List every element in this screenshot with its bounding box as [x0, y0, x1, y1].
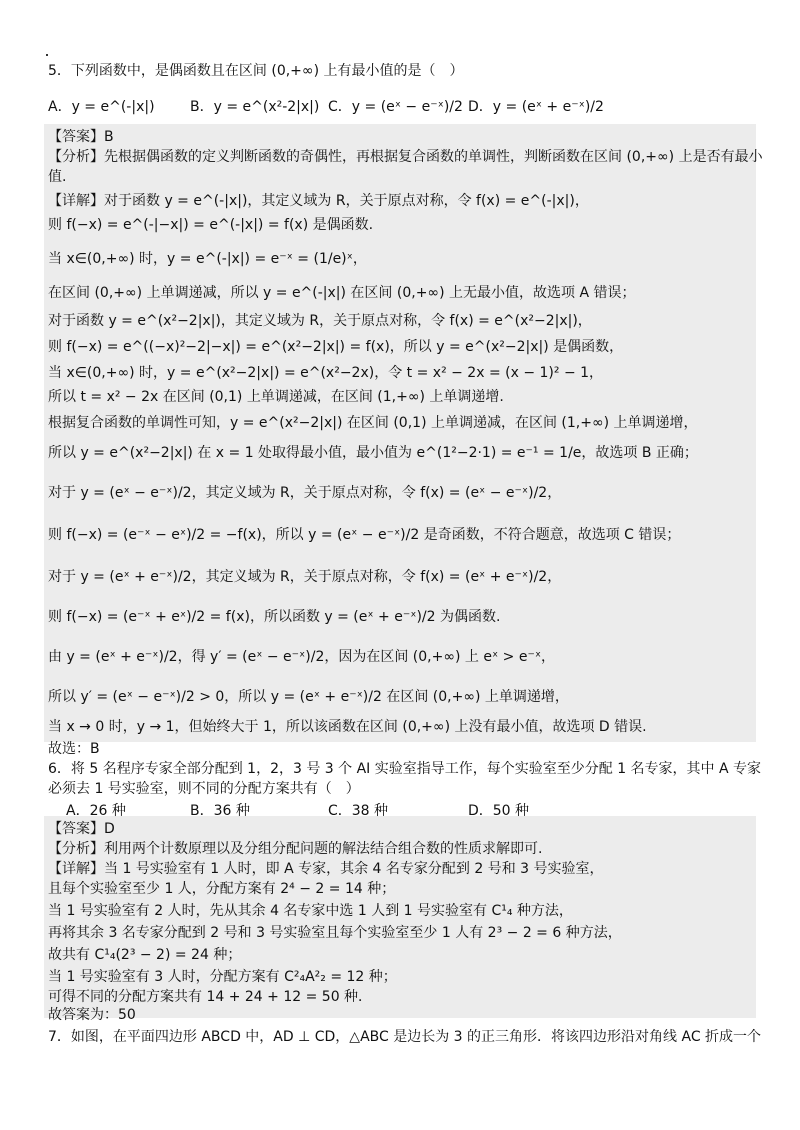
q6-stem-line1: 6．将 5 名程序专家全部分配到 1，2，3 号 3 个 AI 实验室指导工作，每个实验室至少分配 1 名专家，其中 A 专家	[48, 761, 762, 777]
q6-detail-line: 故共有 C¹₄(2³ − 2) = 24 种；	[48, 947, 242, 963]
q5-detail-line: 对于 y = (eˣ + e⁻ˣ)/2，其定义域为 R，关于原点对称，令 f(x) = (eˣ + e⁻ˣ)/2，	[48, 569, 562, 585]
q5-detail-line: 则 f(−x) = (e⁻ˣ + eˣ)/2 = f(x)，所以函数 y = (eˣ + e⁻ˣ)/2 为偶函数.	[48, 609, 501, 625]
q5-detail-line: 根据复合函数的单调性可知，y = e^(x²−2|x|) 在区间 (0,1) 上单调递减，在区间 (1,+∞) 上单调递增，	[48, 415, 698, 431]
q5-option-b: B．y = e^(x²-2|x|)	[190, 99, 320, 115]
q5-option-a: A．y = e^(-|x|)	[48, 99, 155, 115]
q6-detail-line: 当 1 号实验室有 2 人时，先从其余 4 名专家中选 1 人到 1 号实验室有 C¹₄ 种方法，	[48, 903, 573, 919]
q5-detail-line: 则 f(−x) = (e⁻ˣ − eˣ)/2 = −f(x)，所以 y = (eˣ − e⁻ˣ)/2 是奇函数，不符合题意，故选项 C 错误；	[48, 527, 681, 543]
q6-detail-line: 【详解】当 1 号实验室有 1 人时，即 A 专家，其余 4 名专家分配到 2 号和 3 号实验室，	[48, 861, 604, 877]
q5-final-choice: 故选：B	[48, 741, 100, 757]
q6-option-c: C．38 种	[328, 803, 389, 819]
q5-detail-line: 则 f(−x) = e^(-|−x|) = e^(-|x|) = f(x) 是偶函数.	[48, 217, 374, 233]
q6-option-b: B．36 种	[190, 803, 250, 819]
q5-detail-line: 所以 t = x² − 2x 在区间 (0,1) 上单调递减，在区间 (1,+∞) 上单调递增.	[48, 389, 504, 405]
q5-option-c: C．y = (eˣ − e⁻ˣ)/2	[328, 99, 463, 115]
q5-detail-line: 【详解】对于函数 y = e^(-|x|)，其定义域为 R，关于原点对称，令 f(x) = e^(-|x|)，	[48, 193, 589, 209]
q5-option-d: D．y = (eˣ + e⁻ˣ)/2	[468, 99, 604, 115]
scan-speck	[46, 54, 48, 56]
q6-final-answer: 故答案为：50	[48, 1007, 136, 1023]
q5-detail-line: 所以 y′ = (eˣ − e⁻ˣ)/2 > 0，所以 y = (eˣ + e⁻ˣ)/2 在区间 (0,+∞) 上单调递增，	[48, 689, 569, 705]
q5-answer: 【答案】B	[48, 129, 114, 145]
q5-detail-line: 则 f(−x) = e^((−x)²−2|−x|) = e^(x²−2|x|) = f(x)，所以 y = e^(x²−2|x|) 是偶函数，	[48, 339, 624, 355]
q6-answer: 【答案】D	[48, 821, 115, 837]
q5-detail-line: 当 x∈(0,+∞) 时，y = e^(-|x|) = e⁻ˣ = (1/e)ˣ，	[48, 251, 367, 267]
q6-detail-line: 当 1 号实验室有 3 人时，分配方案有 C²₄A²₂ = 12 种；	[48, 969, 397, 985]
q6-stem-line2: 必须去 1 号实验室，则不同的分配方案共有（ ）	[48, 781, 360, 797]
q6-option-d: D．50 种	[468, 803, 530, 819]
q7-stem: 7．如图，在平面四边形 ABCD 中，AD ⊥ CD，△ABC 是边长为 3 的正三角形．将该四边形沿对角线 AC 折成一个	[48, 1029, 762, 1045]
q5-detail-line: 当 x∈(0,+∞) 时，y = e^(x²−2|x|) = e^(x²−2x)，令 t = x² − 2x = (x − 1)² − 1，	[48, 365, 604, 381]
q5-analysis-line2: 值.	[48, 169, 67, 185]
q6-analysis: 【分析】利用两个计数原理以及分组分配问题的解法结合组合数的性质求解即可.	[48, 841, 543, 857]
q6-detail-line: 且每个实验室至少 1 人，分配方案有 2⁴ − 2 = 14 种；	[48, 881, 396, 897]
q5-detail-line: 对于函数 y = e^(x²−2|x|)，其定义域为 R，关于原点对称，令 f(x) = e^(x²−2|x|)，	[48, 313, 592, 329]
q6-option-a: A．26 种	[66, 803, 126, 819]
q6-detail-line: 可得不同的分配方案共有 14 + 24 + 12 = 50 种．	[48, 989, 373, 1005]
q5-detail-line: 由 y = (eˣ + e⁻ˣ)/2，得 y′ = (eˣ − e⁻ˣ)/2，因为在区间 (0,+∞) 上 eˣ > e⁻ˣ，	[48, 649, 556, 665]
q5-detail-line: 当 x → 0 时，y → 1，但始终大于 1，所以该函数在区间 (0,+∞) 上没有最小值，故选项 D 错误.	[48, 719, 647, 735]
q5-detail-line: 对于 y = (eˣ − e⁻ˣ)/2，其定义域为 R，关于原点对称，令 f(x) = (eˣ − e⁻ˣ)/2，	[48, 485, 562, 501]
q5-detail-line: 在区间 (0,+∞) 上单调递减，所以 y = e^(-|x|) 在区间 (0,+∞) 上无最小值，故选项 A 错误；	[48, 285, 636, 301]
q5-stem: 5．下列函数中，是偶函数且在区间 (0,+∞) 上有最小值的是（ ）	[48, 63, 464, 79]
q5-analysis-line1: 【分析】先根据偶函数的定义判断函数的奇偶性，再根据复合函数的单调性，判断函数在区间 (0,+∞) 上是否有最小	[48, 149, 763, 165]
q5-detail-line: 所以 y = e^(x²−2|x|) 在 x = 1 处取得最小值，最小值为 e^(1²−2·1) = e⁻¹ = 1/e，故选项 B 正确；	[48, 445, 698, 461]
q6-detail-line: 再将其余 3 名专家分配到 2 号和 3 号实验室且每个实验室至少 1 人有 2³ − 2 = 6 种方法，	[48, 925, 622, 941]
